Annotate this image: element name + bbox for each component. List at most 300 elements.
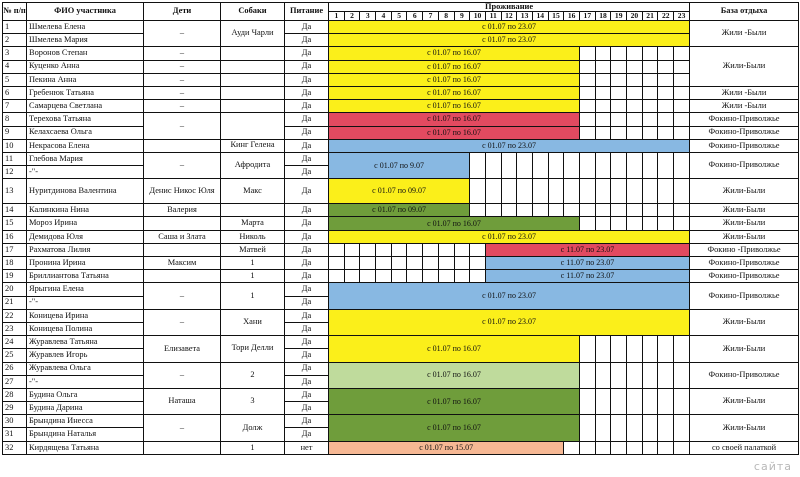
day-cell (674, 336, 690, 362)
header-day: 4 (376, 12, 392, 21)
day-cell (611, 113, 627, 126)
table-row (3, 204, 799, 217)
participant-name: -"- (27, 375, 144, 388)
header-children: Дети (144, 3, 221, 21)
day-cell (517, 152, 533, 178)
base-cell: Жили-Были (690, 204, 799, 217)
day-cell (642, 73, 658, 86)
children-cell (144, 243, 221, 256)
food-cell: Да (285, 152, 329, 165)
children-cell (144, 139, 221, 152)
children-cell: – (144, 100, 221, 113)
stay-bar: с 01.07 по 09.07 (329, 179, 470, 204)
day-cell (438, 243, 454, 256)
food-cell: Да (285, 204, 329, 217)
row-number: 26 (3, 362, 27, 375)
stay-bar: с 01.07 по 23.07 (329, 34, 690, 47)
day-cell (580, 179, 596, 204)
table-row (3, 336, 799, 349)
day-cell (627, 113, 643, 126)
stay-bar: с 01.07 по 16.07 (329, 415, 580, 441)
row-number: 13 (3, 179, 27, 204)
header-num: № п/п (3, 3, 27, 21)
participant-name: Шмелева Мария (27, 34, 144, 47)
stay-bar: с 01.07 по 16.07 (329, 217, 580, 230)
day-cell (611, 441, 627, 454)
day-cell (580, 47, 596, 60)
day-cell (501, 179, 517, 204)
children-cell: – (144, 47, 221, 60)
day-cell (611, 336, 627, 362)
table-row (3, 126, 799, 139)
day-cell (674, 362, 690, 388)
base-cell: со своей палаткой (690, 441, 799, 454)
children-cell: – (144, 283, 221, 309)
day-cell (344, 243, 360, 256)
header-day: 3 (360, 12, 376, 21)
row-number: 25 (3, 349, 27, 362)
children-cell: – (144, 415, 221, 441)
header-stay: Проживание (329, 3, 690, 12)
stay-bar: с 01.07 по 09.07 (329, 204, 470, 217)
schedule-table (2, 2, 799, 455)
day-cell (470, 257, 486, 270)
row-number: 19 (3, 270, 27, 283)
row-number: 30 (3, 415, 27, 428)
dogs-cell: Долж (221, 415, 285, 441)
children-cell: Максим (144, 257, 221, 270)
row-number: 32 (3, 441, 27, 454)
base-cell: Жили -Были (690, 100, 799, 113)
header-day: 15 (548, 12, 564, 21)
row-number: 4 (3, 60, 27, 73)
day-cell (391, 243, 407, 256)
table-row (3, 21, 799, 34)
day-cell (595, 441, 611, 454)
day-cell (470, 179, 486, 204)
day-cell (674, 152, 690, 178)
children-cell (144, 217, 221, 230)
dogs-cell (221, 113, 285, 139)
day-cell (391, 257, 407, 270)
base-cell: Жили-Были (690, 336, 799, 362)
day-cell (674, 179, 690, 204)
children-cell: – (144, 86, 221, 99)
base-cell: Фокино-Приволжье (690, 139, 799, 152)
day-cell (391, 270, 407, 283)
day-cell (595, 73, 611, 86)
day-cell (470, 270, 486, 283)
food-cell: Да (285, 428, 329, 441)
table-row (3, 415, 799, 428)
children-cell: – (144, 362, 221, 388)
dogs-cell: 1 (221, 441, 285, 454)
day-cell (344, 257, 360, 270)
day-cell (454, 243, 470, 256)
day-cell (674, 217, 690, 230)
dogs-cell: 1 (221, 257, 285, 270)
day-cell (580, 204, 596, 217)
day-cell (658, 179, 674, 204)
day-cell (642, 152, 658, 178)
food-cell: Да (285, 283, 329, 296)
day-cell (470, 204, 486, 217)
dogs-cell: Ауди Чарли (221, 21, 285, 47)
day-cell (611, 179, 627, 204)
day-cell (674, 47, 690, 60)
day-cell (407, 257, 423, 270)
day-cell (485, 204, 501, 217)
food-cell: Да (285, 336, 329, 349)
day-cell (658, 388, 674, 414)
food-cell: Да (285, 100, 329, 113)
food-cell: Да (285, 243, 329, 256)
header-day: 6 (407, 12, 423, 21)
day-cell (532, 204, 548, 217)
day-cell (580, 362, 596, 388)
header-food: Питание (285, 3, 329, 21)
day-cell (376, 243, 392, 256)
header-day: 18 (595, 12, 611, 21)
day-cell (658, 126, 674, 139)
day-cell (674, 113, 690, 126)
day-cell (627, 441, 643, 454)
day-cell (595, 204, 611, 217)
day-cell (454, 270, 470, 283)
stay-bar: с 01.07 по 16.07 (329, 388, 580, 414)
table-row (3, 243, 799, 256)
day-cell (329, 270, 345, 283)
day-cell (580, 152, 596, 178)
stay-bar: с 01.07 по 16.07 (329, 362, 580, 388)
day-cell (548, 204, 564, 217)
row-number: 31 (3, 428, 27, 441)
table-row (3, 388, 799, 401)
stay-bar: с 01.07 по 16.07 (329, 47, 580, 60)
day-cell (564, 152, 580, 178)
participant-name: Калинкина Нина (27, 204, 144, 217)
participant-name: Мороз Ирина (27, 217, 144, 230)
day-cell (564, 204, 580, 217)
row-number: 21 (3, 296, 27, 309)
participant-name: Коницева Полина (27, 322, 144, 335)
stay-bar: с 01.07 по 16.07 (329, 73, 580, 86)
day-cell (658, 336, 674, 362)
participant-name: Журавлева Ольга (27, 362, 144, 375)
day-cell (674, 415, 690, 441)
header-day: 8 (438, 12, 454, 21)
day-cell (501, 152, 517, 178)
participant-name: Брындина Наталья (27, 428, 144, 441)
participant-name: Терехова Татьяна (27, 113, 144, 126)
stay-bar: с 01.07 по 16.07 (329, 126, 580, 139)
food-cell: Да (285, 60, 329, 73)
dogs-cell: 1 (221, 283, 285, 309)
header-day: 20 (627, 12, 643, 21)
base-cell: Фокино-Приволжье (690, 113, 799, 126)
day-cell (611, 126, 627, 139)
row-number: 10 (3, 139, 27, 152)
day-cell (611, 415, 627, 441)
day-cell (642, 415, 658, 441)
day-cell (627, 47, 643, 60)
participant-name: Будина Ольга (27, 388, 144, 401)
day-cell (658, 362, 674, 388)
base-cell: Жили-Были (690, 309, 799, 335)
dogs-cell: Кинг Гелена (221, 139, 285, 152)
base-cell: Фокино-Приволжье (690, 257, 799, 270)
day-cell (611, 152, 627, 178)
day-cell (580, 100, 596, 113)
participant-name: Куценко Анна (27, 60, 144, 73)
row-number: 5 (3, 73, 27, 86)
children-cell: Валерия (144, 204, 221, 217)
dogs-cell (221, 60, 285, 73)
table-row (3, 362, 799, 375)
day-cell (595, 113, 611, 126)
table-row (3, 230, 799, 243)
dogs-cell (221, 100, 285, 113)
day-cell (658, 113, 674, 126)
day-cell (564, 179, 580, 204)
day-cell (580, 336, 596, 362)
food-cell: Да (285, 126, 329, 139)
day-cell (595, 152, 611, 178)
food-cell: Да (285, 349, 329, 362)
stay-bar: с 01.07 по 16.07 (329, 100, 580, 113)
day-cell (658, 217, 674, 230)
day-cell (674, 60, 690, 73)
base-cell: Жили-Были (690, 230, 799, 243)
stay-bar: с 01.07 по 9.07 (329, 152, 470, 178)
row-number: 16 (3, 230, 27, 243)
food-cell: Да (285, 309, 329, 322)
dogs-cell (221, 73, 285, 86)
food-cell: Да (285, 113, 329, 126)
day-cell (627, 73, 643, 86)
row-number: 29 (3, 402, 27, 415)
day-cell (485, 179, 501, 204)
table-row (3, 100, 799, 113)
day-cell (658, 47, 674, 60)
day-cell (627, 60, 643, 73)
food-cell: Да (285, 179, 329, 204)
day-cell (611, 362, 627, 388)
row-number: 18 (3, 257, 27, 270)
participant-name: Кирдящева Татьяна (27, 441, 144, 454)
day-cell (470, 152, 486, 178)
day-cell (595, 415, 611, 441)
day-cell (360, 243, 376, 256)
day-cell (642, 60, 658, 73)
participant-name: Будина Дарина (27, 402, 144, 415)
row-number: 9 (3, 126, 27, 139)
stay-bar: с 01.07 по 16.07 (329, 113, 580, 126)
stay-bar: с 11.07 по 23.07 (485, 257, 689, 270)
day-cell (438, 257, 454, 270)
day-cell (658, 73, 674, 86)
header-day: 19 (611, 12, 627, 21)
header-day: 16 (564, 12, 580, 21)
children-cell: Саша и Злата (144, 230, 221, 243)
header-day: 9 (454, 12, 470, 21)
stay-bar: с 01.07 по 16.07 (329, 86, 580, 99)
day-cell (595, 126, 611, 139)
participant-name: Рахматова Лилия (27, 243, 144, 256)
row-number: 22 (3, 309, 27, 322)
food-cell: Да (285, 166, 329, 179)
children-cell: – (144, 152, 221, 178)
day-cell (376, 270, 392, 283)
header-day: 1 (329, 12, 345, 21)
day-cell (595, 217, 611, 230)
food-cell: Да (285, 270, 329, 283)
day-cell (564, 441, 580, 454)
day-cell (627, 86, 643, 99)
participant-name: Бриллиантова Татьяна (27, 270, 144, 283)
day-cell (611, 86, 627, 99)
table-row (3, 86, 799, 99)
day-cell (674, 73, 690, 86)
food-cell: Да (285, 73, 329, 86)
day-cell (501, 204, 517, 217)
stay-bar: с 11.07 по 23.07 (485, 270, 689, 283)
participant-name: Журавлева Татьяна (27, 336, 144, 349)
day-cell (642, 126, 658, 139)
participant-name: Журавлев Игорь (27, 349, 144, 362)
header-day: 17 (580, 12, 596, 21)
base-cell: Фокино-Приволжье (690, 126, 799, 139)
food-cell: Да (285, 257, 329, 270)
day-cell (595, 179, 611, 204)
day-cell (642, 362, 658, 388)
dogs-cell (221, 204, 285, 217)
day-cell (580, 113, 596, 126)
table-row (3, 60, 799, 73)
row-number: 23 (3, 322, 27, 335)
dogs-cell: 2 (221, 362, 285, 388)
row-number: 6 (3, 86, 27, 99)
table-row (3, 283, 799, 296)
food-cell: Да (285, 415, 329, 428)
row-number: 1 (3, 21, 27, 34)
participant-name: Пекина Анна (27, 73, 144, 86)
day-cell (470, 243, 486, 256)
day-cell (611, 204, 627, 217)
base-cell: Фокино-Приволжье (690, 152, 799, 178)
header-day: 14 (532, 12, 548, 21)
table-row (3, 152, 799, 165)
day-cell (642, 100, 658, 113)
day-cell (674, 204, 690, 217)
day-cell (658, 60, 674, 73)
day-cell (360, 257, 376, 270)
dogs-cell: Макс (221, 179, 285, 204)
base-cell: Фокино-Приволжье (690, 283, 799, 309)
day-cell (423, 257, 439, 270)
participant-name: Глебова Мария (27, 152, 144, 165)
children-cell: – (144, 73, 221, 86)
day-cell (627, 179, 643, 204)
dogs-cell (221, 86, 285, 99)
stay-bar: с 01.07 по 23.07 (329, 309, 690, 335)
day-cell (580, 86, 596, 99)
table-row (3, 139, 799, 152)
day-cell (642, 113, 658, 126)
day-cell (642, 179, 658, 204)
dogs-cell: Матвей (221, 243, 285, 256)
header-day: 23 (674, 12, 690, 21)
day-cell (658, 86, 674, 99)
day-cell (627, 415, 643, 441)
table-row (3, 113, 799, 126)
day-cell (580, 388, 596, 414)
participant-name: Некрасова Елена (27, 139, 144, 152)
header-day: 22 (658, 12, 674, 21)
food-cell: Да (285, 21, 329, 34)
day-cell (580, 441, 596, 454)
row-number: 2 (3, 34, 27, 47)
base-cell: Жили-Были (690, 47, 799, 87)
base-cell: Жили-Были (690, 388, 799, 414)
participant-name: Брындина Инесса (27, 415, 144, 428)
header-dogs: Собаки (221, 3, 285, 21)
day-cell (674, 441, 690, 454)
day-cell (658, 204, 674, 217)
day-cell (627, 362, 643, 388)
day-cell (360, 270, 376, 283)
day-cell (627, 217, 643, 230)
food-cell: Да (285, 296, 329, 309)
participant-name: Воронов Степан (27, 47, 144, 60)
table-row (3, 309, 799, 322)
day-cell (642, 204, 658, 217)
row-number: 15 (3, 217, 27, 230)
day-cell (376, 257, 392, 270)
table-row (3, 257, 799, 270)
row-number: 20 (3, 283, 27, 296)
day-cell (627, 152, 643, 178)
day-cell (674, 86, 690, 99)
header-day: 2 (344, 12, 360, 21)
day-cell (423, 270, 439, 283)
stay-bar: с 01.07 по 15.07 (329, 441, 564, 454)
row-number: 17 (3, 243, 27, 256)
day-cell (642, 217, 658, 230)
day-cell (642, 47, 658, 60)
day-cell (423, 243, 439, 256)
day-cell (611, 100, 627, 113)
base-cell: Жили-Были (690, 217, 799, 230)
food-cell: Да (285, 322, 329, 335)
participant-name: Коницева Ирина (27, 309, 144, 322)
food-cell: Да (285, 362, 329, 375)
row-number: 12 (3, 166, 27, 179)
base-cell: Жили-Были (690, 415, 799, 441)
day-cell (642, 86, 658, 99)
day-cell (627, 336, 643, 362)
header-day: 21 (642, 12, 658, 21)
row-number: 7 (3, 100, 27, 113)
day-cell (580, 126, 596, 139)
day-cell (627, 388, 643, 414)
day-cell (658, 415, 674, 441)
base-cell: Жили -Были (690, 86, 799, 99)
dogs-cell: 1 (221, 270, 285, 283)
row-number: 11 (3, 152, 27, 165)
base-cell: Жили-Были (690, 179, 799, 204)
children-cell (144, 441, 221, 454)
